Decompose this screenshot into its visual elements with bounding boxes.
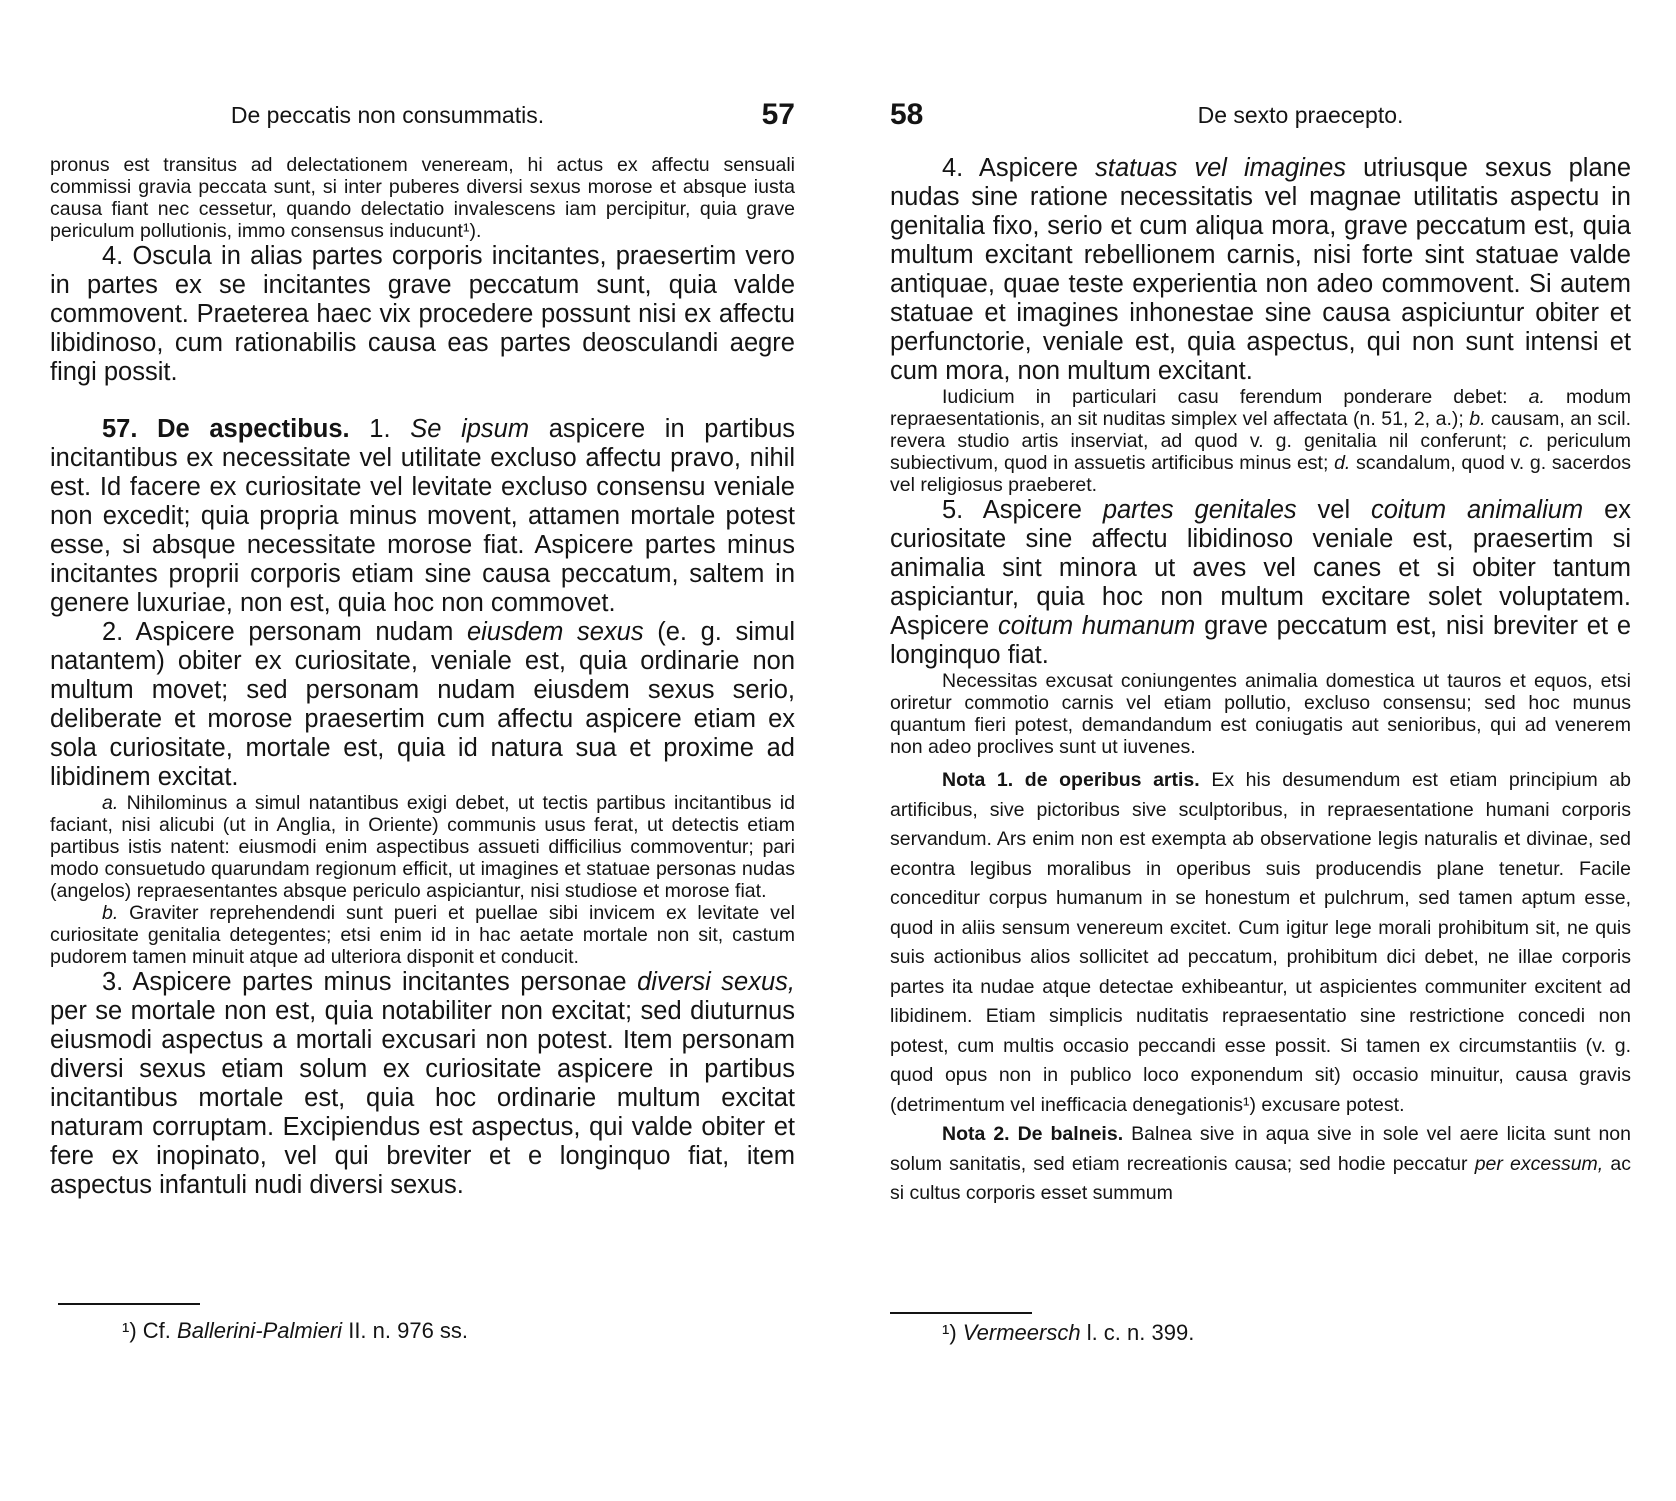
iudicium-note xyxy=(890,386,1631,496)
note-a-text: Nihilominus a simul natantibus exigi debet, ut tectis partibus incitantibus id faciant, nisi alicubi (ut in Anglia, in Oriente) communis usus ferat, ut detectis etiam partibus istis natent: eiusmodi enim aspectibus assueti difficilius commoventur; pari modo consuetudo quarundam regionum efficit, ut imagines et statuae personas nudas (angelos) repraesentantes absque periculo aspiciantur, nisi studiose et morose fiat. xyxy=(50,792,795,902)
note-b xyxy=(50,902,795,968)
right-page-body xyxy=(890,154,1631,1209)
note-b-text: Graviter reprehendendi sunt pueri et puellae sibi invicem ex levitate vel curiositate genitalia detegentes; etsi enim id in hac aetate mortale non sit, castum pudorem tamen minuit atque ad ulteriora disponit et conducit. xyxy=(50,902,795,968)
left-footnote-marker: ¹) xyxy=(122,1318,137,1343)
paragraph-4-oscula: 4. Oscula in alias partes corporis incitantes, praesertim vero in partes ex se incitantes grave peccatum sunt, quia valde commovent. Praeterea haec vix procedere possunt nisi ex affectu libidinoso, cum rationabilis causa eas partes deosculandi aegre fingi possit. xyxy=(50,242,795,386)
para-5-italic-3: coitum humanum xyxy=(998,612,1196,640)
nota-2-heading: Nota 2. De balneis. xyxy=(942,1123,1124,1145)
iudicium-b-text: causam, an scil. revera studio artis inserviat, ad quod v. g. genitalia nil conferunt; xyxy=(890,408,1631,452)
iudicium-c-text: periculum subiectivum, quod in assuetis artificibus minus est; xyxy=(890,430,1632,474)
right-page-number: 58 xyxy=(890,98,924,131)
section-57-number: 1. xyxy=(369,415,391,443)
right-page xyxy=(890,0,1631,1501)
iudicium-a-label: a. xyxy=(1528,386,1545,408)
para-5-mid-2: ex curiositate sine affectu libidinoso veniale est, praesertim si animalia sint minora ut aves vel canes et si obiter tantum aspiciantur, quia hoc non multum excitare solet voluptatem. Aspicere xyxy=(890,496,1631,640)
nota-1-text: Ex his desumendum est etiam principium ab artificibus, sive pictoribus sive sculptoribus, in repraesentatione humani corporis servandum. Ars enim non est exempta ab observatione legis naturalis et divinae, sed econtra legibus moralibus in operibus suis producendis plane tenetur. Facile conceditur corpus humanum in se honestum et pulchrum, sed tamen aptum esse, quod in aliis sensum venereum excitet. Cum igitur lege morali prohibitum sit, ne quis suis actionibus alios sollicitet ad peccatum, prohibitum dici debet, ne illae corporis partes ita nudae atque detectae exhibeantur, ut aspicientes communiter excitent ad libidinem. Etiam simplicis nuditatis repraesentatio sine restrictione concedi non potest, cum multis occasio peccandi esse possit. Si tamen ex circumstantiis (v. g. quod opus non in publico loco exponendum sit) occasio minuitur, causa gravis (detrimentum vel inefficacia denegationis¹) excusare potest. xyxy=(890,769,1631,1116)
nota-1-heading: Nota 1. de operibus artis. xyxy=(942,769,1200,791)
necessitas-note: Necessitas excusat coniungentes animalia domestica ut tauros et equos, etsi oriretur commotio carnis vel etiam pollutio, excluso consensu; sed hoc munus quantum fieri potest, demandandum est coniugatis aut senioribus, qui ad venerem non adeo proclives sunt ut iuvenes. xyxy=(890,670,1631,758)
para-4-before: 4. Aspicere xyxy=(942,154,1079,182)
paragraph-3 xyxy=(50,968,795,1200)
paragraph-3-after: per se mortale non est, quia notabiliter non excitat; sed diuturnus eiusmodi aspectus a mortali excusari non potest. Item personam diversi sexus etiam solum ex curiositate aspicere in partibus incitantibus mortale est, quia hoc ordinarie multum excitat naturam corruptam. Excipiendus est aspectus, qui valde obiter et fere ex inopinato, vel qui breviter et e longinquo fiat, item aspectus infantuli nudi diversi sexus. xyxy=(50,997,795,1199)
iudicium-b-label: b. xyxy=(1469,408,1486,430)
iudicium-d-label: d. xyxy=(1334,452,1351,474)
right-footnote-rule xyxy=(890,1312,1032,1314)
left-page xyxy=(50,0,795,1501)
paragraph-3-italic: diversi sexus, xyxy=(637,968,795,996)
right-footnote-marker: ¹) xyxy=(942,1320,957,1345)
left-footnote xyxy=(122,1318,468,1344)
left-running-head xyxy=(50,94,795,154)
nota-2-after: ac si cultus corporis esset summum xyxy=(890,1152,1631,1204)
left-footnote-rule xyxy=(58,1303,200,1305)
right-footnote-author: Vermeersch xyxy=(962,1320,1081,1345)
paragraph-5 xyxy=(890,496,1631,670)
note-b-label: b. xyxy=(102,902,119,924)
nota-2 xyxy=(890,1120,1631,1209)
para-5-before: 5. Aspicere xyxy=(942,496,1082,524)
section-57-paragraph xyxy=(50,415,795,618)
left-running-title: De peccatis non consummatis. xyxy=(230,102,545,128)
iudicium-d-text: scandalum, quod v. g. sacerdos vel religiosus praeberet. xyxy=(890,452,1631,496)
para-5-mid-1: vel xyxy=(1317,496,1351,524)
paragraph-2-before: 2. Aspicere personam nudam xyxy=(102,618,454,646)
note-a-label: a. xyxy=(102,792,119,814)
para-5-italic-2: coitum animalium xyxy=(1371,496,1584,524)
continuation-paragraph: pronus est transitus ad delectationem veneream, hi actus ex affectu sensuali commissi gravia peccata sunt, si inter puberes diversi sexus morose et absque iusta causa fiant nec cessetur, quando delectatio invalescens iam percipitur, quia grave periculum pollutionis, immo consensus inducunt¹). xyxy=(50,154,795,242)
left-footnote-prefix: Cf. xyxy=(142,1318,171,1343)
right-running-title: De sexto praecepto. xyxy=(1197,102,1404,128)
section-57-text: aspicere in partibus incitantibus ex necessitate vel utilitate excluso affectu pravo, nihil est. Id facere ex curiositate vel levitate excluso consensu veniale non excedit; quia propria minus movent, attamen mortale potest esse, si absque necessitate morose fiat. Aspicere partes minus incitantes proprii corporis etiam sine causa peccatum, saltem in genere luxuriae, non est, quia hoc non commovet. xyxy=(50,415,795,617)
note-a xyxy=(50,792,795,902)
para-4-after: utriusque sexus plane nudas sine ratione necessitatis vel magnae utilitatis aspectu in genitalia fixo, serio et cum aliqua mora, grave peccatum est, quia multum excitant rebellionem carnis, nisi forte sint statuae valde antiquae, quae teste experientia non adeo commovent. Si autem statuae et imagines inhonestae sine causa aspiciuntur obiter et perfunctorie, veniale est, quia aspectus, qui non sunt intensi et cum mora, non multum excitant. xyxy=(890,154,1632,385)
para-5-italic-1: partes genitales xyxy=(1102,496,1297,524)
para-5-after: grave peccatum est, nisi breviter et e longinquo fiat. xyxy=(890,612,1631,669)
iudicium-a-text: modum repraesentationis, an sit nuditas simplex vel affectata (n. 51, 2, a.); xyxy=(890,386,1632,430)
section-57-heading: 57. De aspectibus. xyxy=(102,415,350,443)
iudicium-c-label: c. xyxy=(1519,430,1535,452)
paragraph-2-italic: eiusdem sexus xyxy=(466,618,644,646)
left-page-number: 57 xyxy=(761,98,795,131)
nota-1 xyxy=(890,766,1631,1120)
paragraph-2-after: (e. g. simul natantem) obiter ex curiositate, veniale est, quia ordinarie non multum movet; sed personam nudam eiusdem sexus serio, deliberate et morose praesertim cum affectu aspicere etiam ex sola curiositate, mortale est, quia id natura sua et proxime ad libidinem excitat. xyxy=(50,618,795,791)
left-footnote-reference: II. n. 976 ss. xyxy=(348,1318,469,1343)
paragraph-4-statuae xyxy=(890,154,1631,386)
nota-2-italic: per excessum, xyxy=(1474,1152,1604,1175)
nota-2-before: Balnea sive in aqua sive in sole vel aere licita sunt non solum sanitatis, sed etiam recreationis causa; sed hodie peccatur xyxy=(890,1123,1631,1175)
left-footnote-author: Ballerini-Palmieri xyxy=(177,1318,343,1343)
iudicium-intro: Iudicium in particulari casu ferendum ponderare debet: xyxy=(942,386,1508,408)
section-57-italic: Se ipsum xyxy=(410,415,530,443)
paragraph-2 xyxy=(50,618,795,792)
right-footnote-reference: l. c. n. 399. xyxy=(1086,1320,1195,1345)
left-page-body xyxy=(50,154,795,1200)
paragraph-3-before: 3. Aspicere partes minus incitantes personae xyxy=(102,968,627,996)
right-running-head xyxy=(890,94,1631,154)
para-4-italic: statuas vel imagines xyxy=(1095,154,1347,182)
right-footnote xyxy=(942,1320,1194,1346)
